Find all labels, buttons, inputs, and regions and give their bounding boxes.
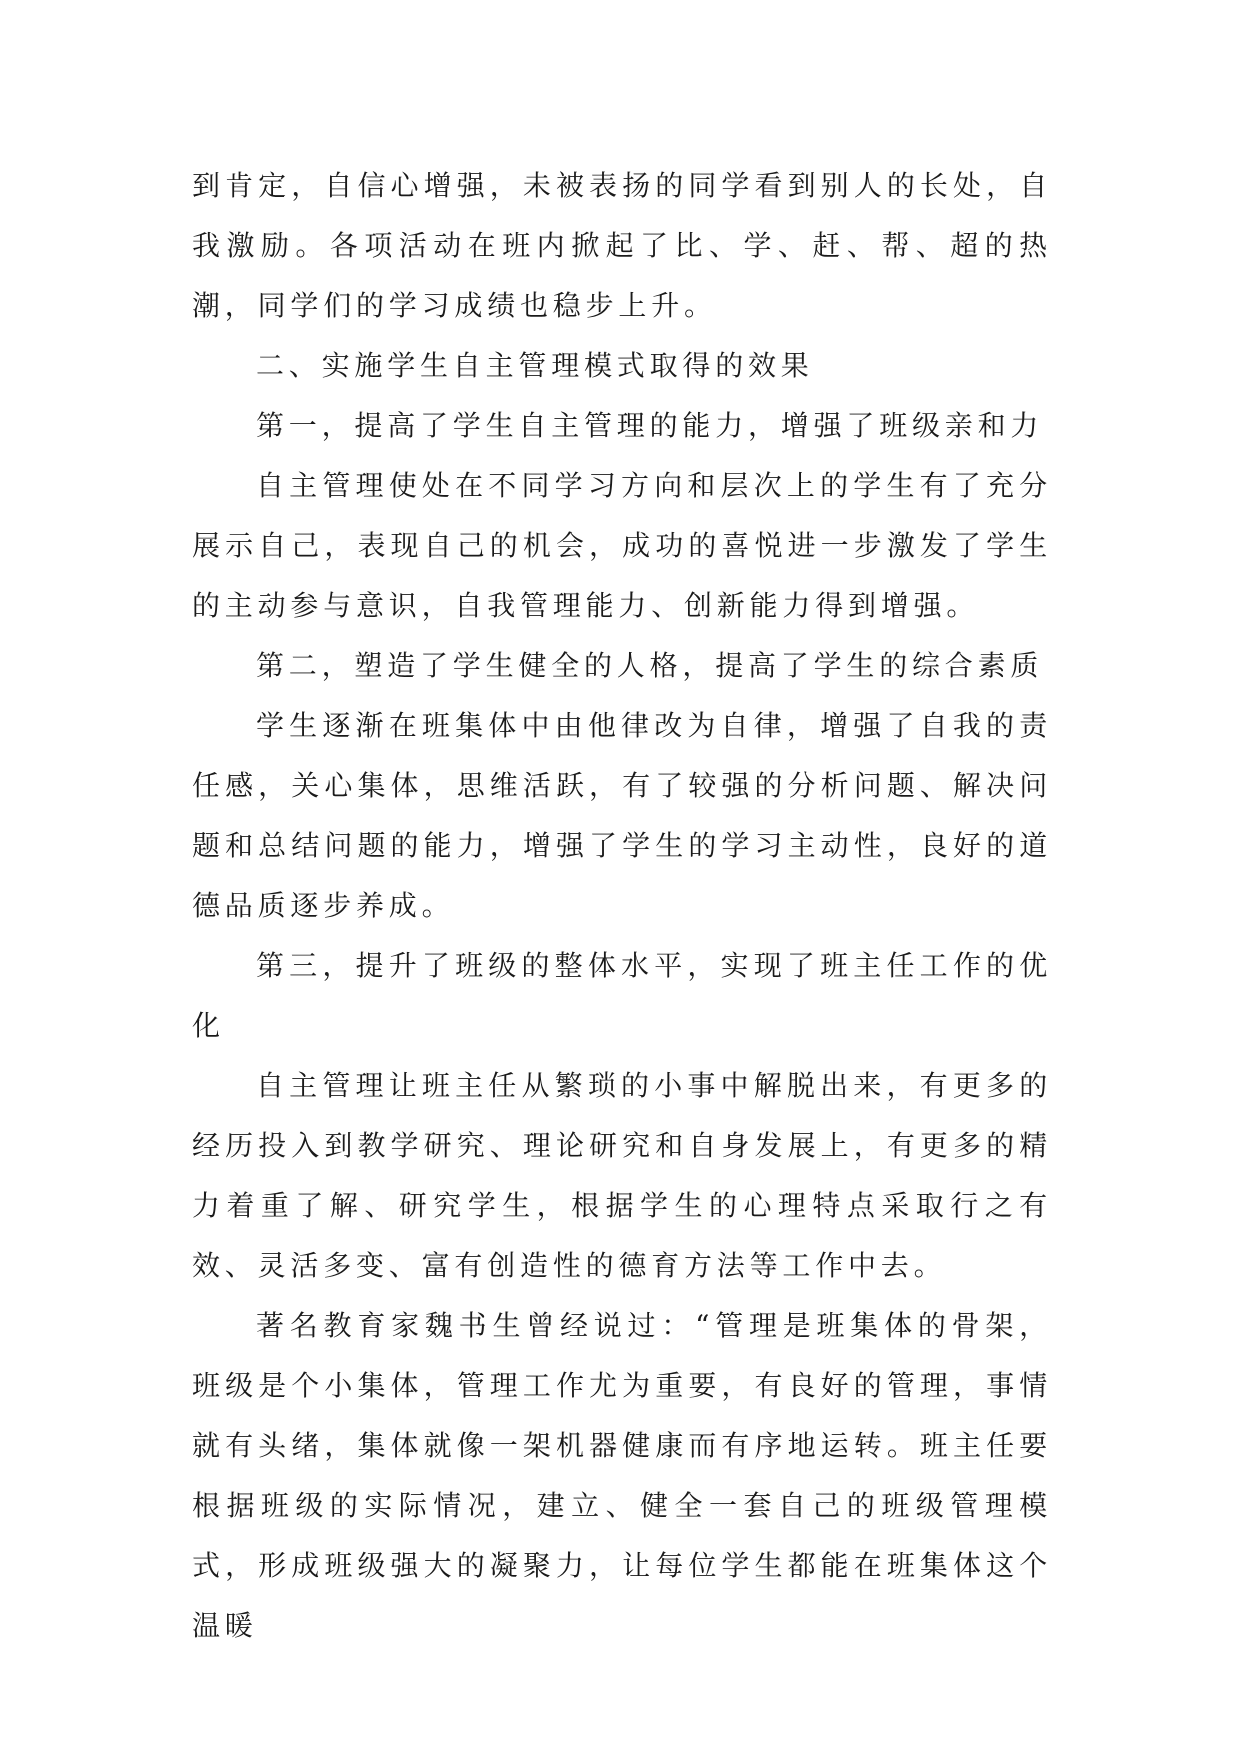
- subheading-3: 第三，提升了班级的整体水平，实现了班主任工作的优化: [192, 949, 1052, 1042]
- paragraph-3: 学生逐渐在班集体中由他律改为自律，增强了自我的责任感，关心集体，思维活跃，有了较强的分析问题、解决问题和总结问题的能力，增强了学生的学习主动性，良好的道德品质逐步养成。: [192, 709, 1052, 922]
- document-body: [192, 156, 1052, 1656]
- subheading-1: 第一，提高了学生自主管理的能力，增强了班级亲和力: [256, 409, 1044, 442]
- paragraph-1: 到肯定，自信心增强，未被表扬的同学看到别人的长处，自我激励。各项活动在班内掀起了比、学、赶、帮、超的热潮，同学们的学习成绩也稳步上升。: [192, 169, 1052, 322]
- paragraph-4: 自主管理让班主任从繁琐的小事中解脱出来，有更多的经历投入到教学研究、理论研究和自身发展上，有更多的精力着重了解、研究学生，根据学生的心理特点采取行之有效、灵活多变、富有创造性的德育方法等工作中去。: [192, 1069, 1052, 1282]
- paragraph-5: 著名教育家魏书生曾经说过：“管理是班集体的骨架，班级是个小集体，管理工作尤为重要，有良好的管理，事情就有头绪，集体就像一架机器健康而有序地运转。班主任要根据班级的实际情况，建立、健全一套自己的班级管理模式，形成班级强大的凝聚力，让每位学生都能在班集体这个温暖: [192, 1309, 1052, 1642]
- paragraph-2: 自主管理使处在不同学习方向和层次上的学生有了充分展示自己，表现自己的机会，成功的喜悦进一步激发了学生的主动参与意识，自我管理能力、创新能力得到增强。: [192, 469, 1052, 622]
- subheading-2: 第二，塑造了学生健全的人格，提高了学生的综合素质: [256, 649, 1044, 682]
- section-heading: 二、实施学生自主管理模式取得的效果: [256, 349, 814, 382]
